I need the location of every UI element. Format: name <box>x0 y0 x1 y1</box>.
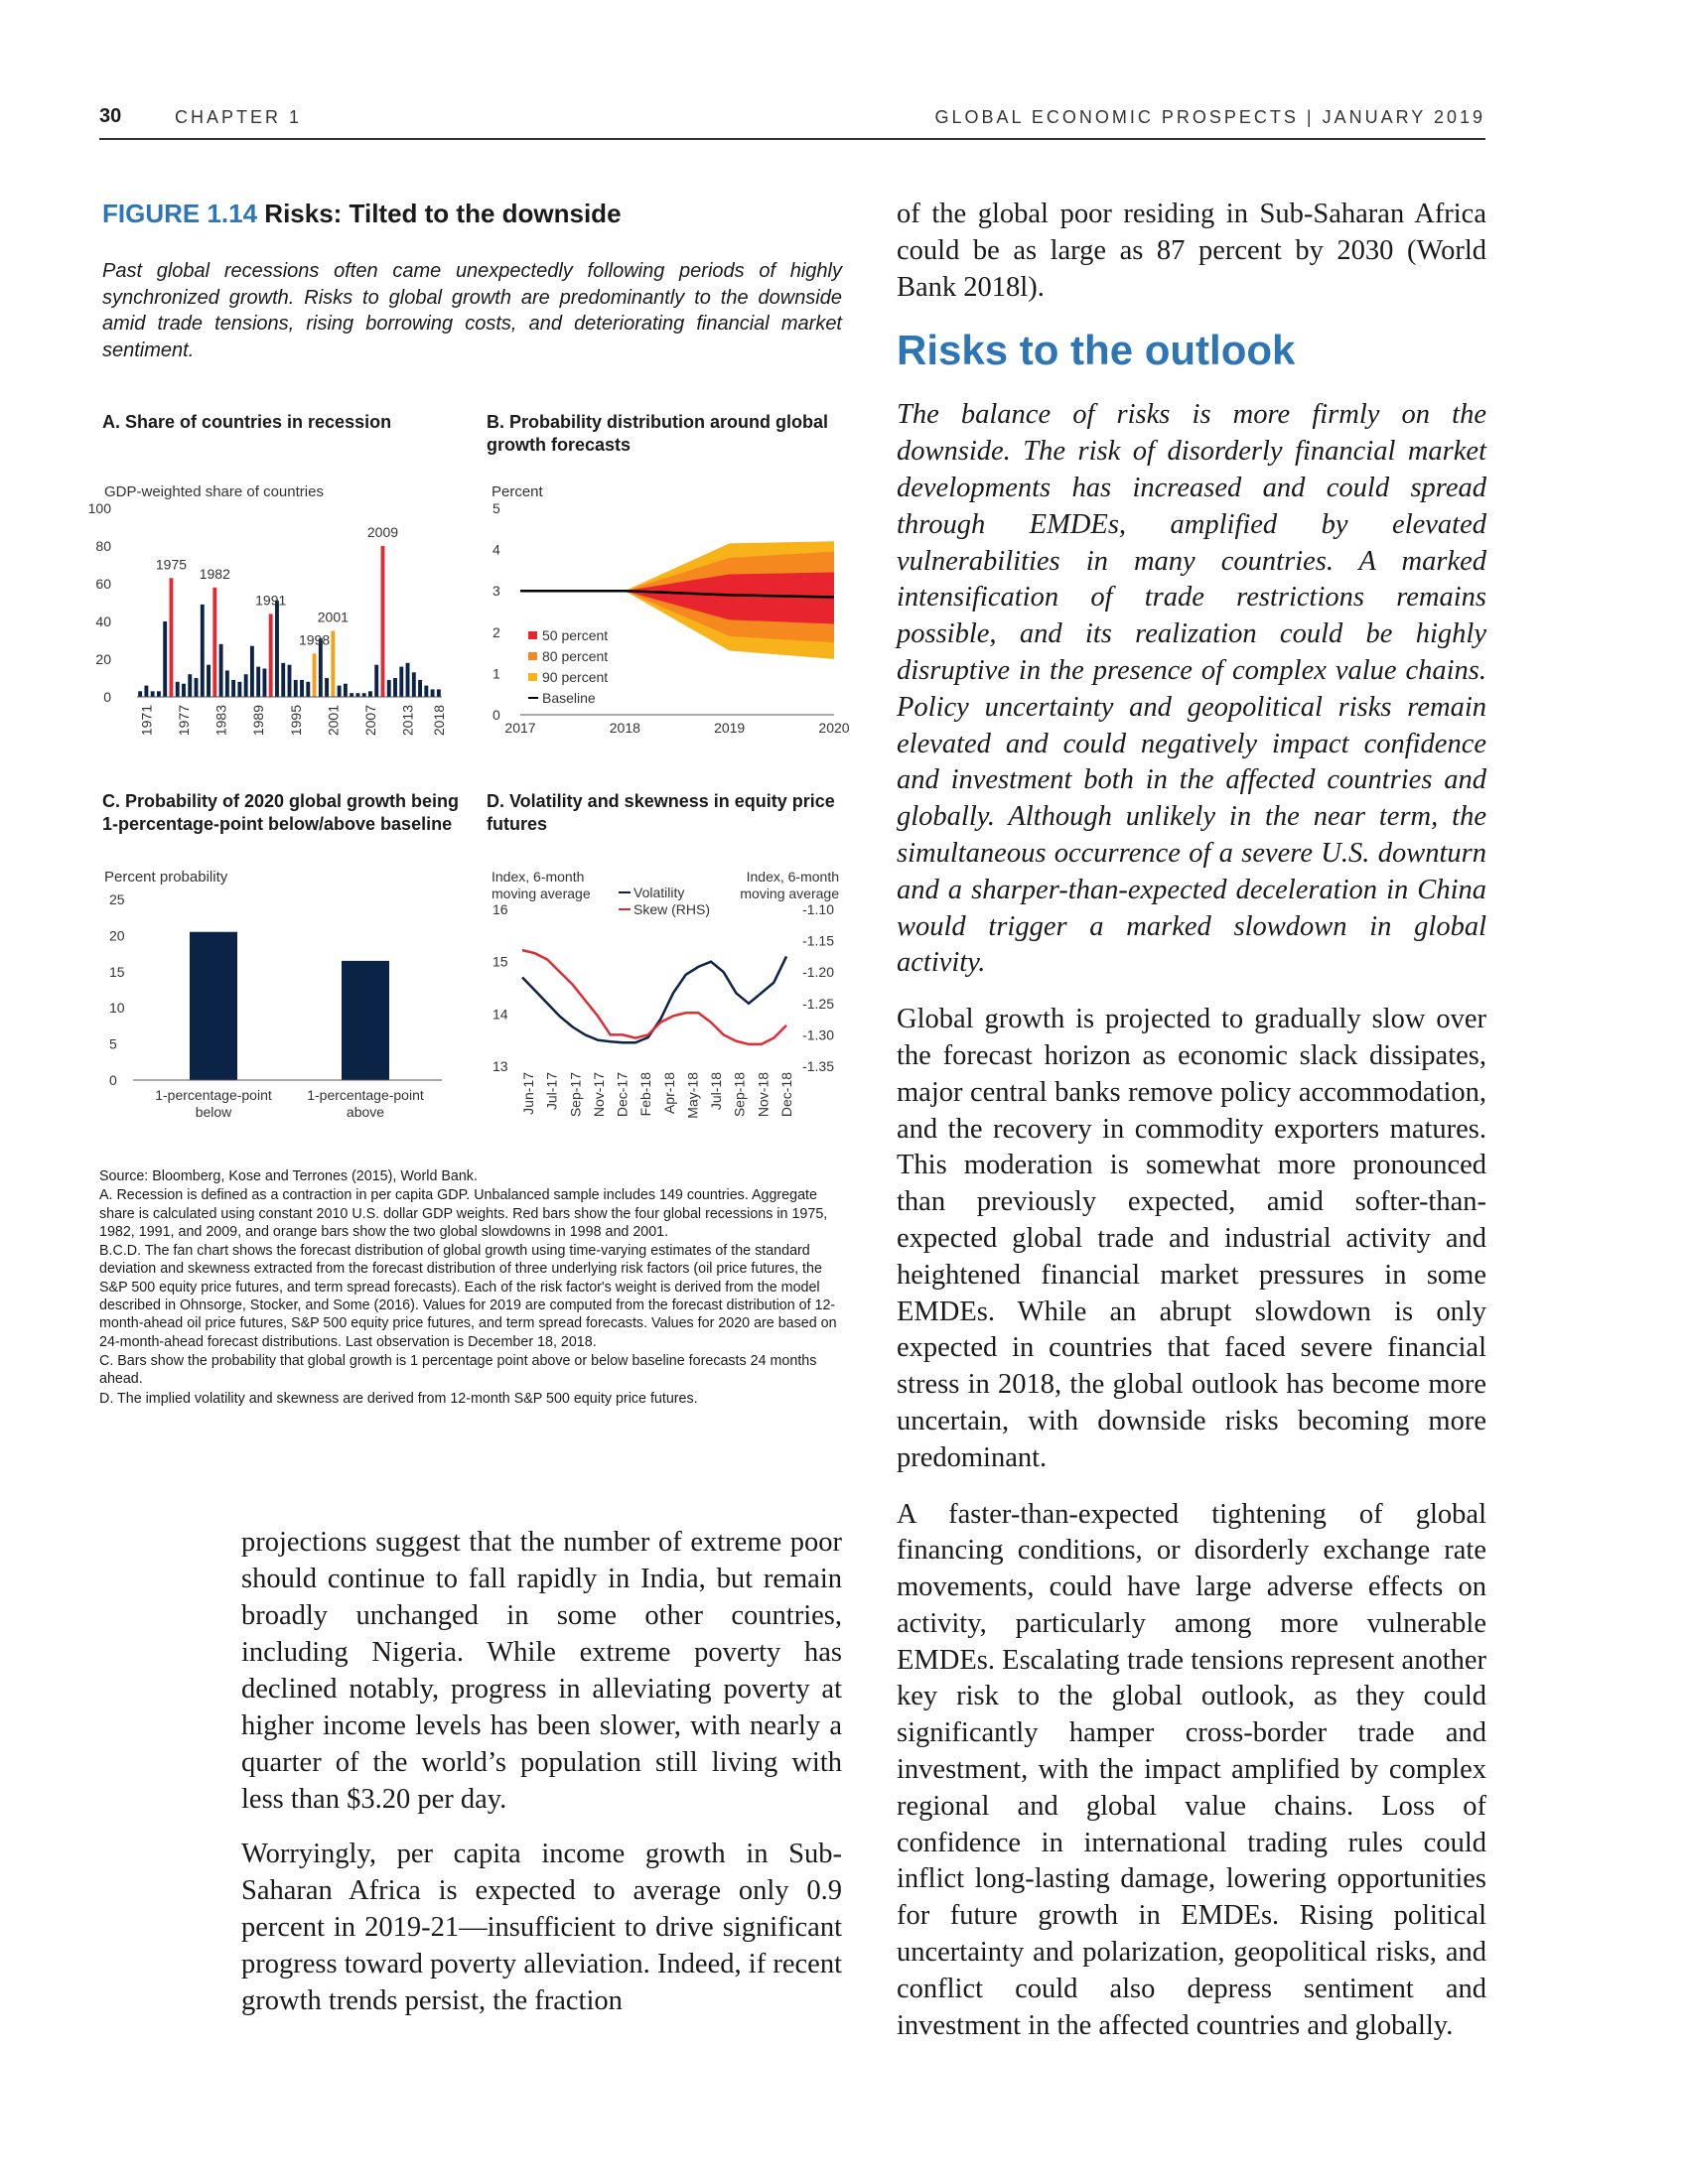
bar <box>237 682 241 697</box>
bar <box>294 680 298 697</box>
y-tick-label: 20 <box>109 927 125 944</box>
bar <box>201 605 205 697</box>
x-tick-label: below <box>195 1104 232 1120</box>
bar <box>431 689 435 697</box>
x-tick-label: 1989 <box>250 705 267 737</box>
y-tick-label-right: -1.10 <box>802 901 834 917</box>
panel-d-ylabel-right-1: Index, 6-month <box>746 869 839 885</box>
y-tick-label: 0 <box>103 689 111 705</box>
bar <box>151 691 155 697</box>
bar <box>138 691 142 697</box>
legend-label: 50 percent <box>542 627 609 643</box>
bar <box>190 932 237 1080</box>
bar <box>406 663 410 697</box>
bar <box>170 578 174 697</box>
panel-c-title: C. Probability of 2020 global growth being 1-percentage-point below/above baseline <box>102 791 460 834</box>
bar <box>288 665 292 697</box>
figure-title <box>102 199 622 229</box>
bar <box>219 644 223 697</box>
body-paragraph: Global growth is projected to gradually slow over the forecast horizon as economic slack dissipates, major central banks remove policy accommodation, and the recovery in commodity exporters matures. This moderation is somewhat more pronounced than previously expected, amid softer-than-expected global trade and industrial activity and heightened financial market pressures in some EMDEs. While an abrupt slowdown is only expected in countries that faced severe financial stress in 2018, the global outlook has become more uncertain, with downside risks becoming more predominant. <box>897 1004 1486 1473</box>
bar <box>188 674 192 697</box>
x-tick-label: 1971 <box>138 705 155 737</box>
y-tick-label: 5 <box>109 1035 117 1052</box>
bar <box>275 601 279 697</box>
x-tick-label: 2001 <box>325 705 342 737</box>
bar-annotation: 1975 <box>155 556 188 573</box>
legend-label: 80 percent <box>542 648 609 664</box>
x-tick-label: above <box>346 1104 385 1120</box>
body-paragraph: Worryingly, per capita income growth in Sub-Saharan Africa is expected to average only 0.9 percent in 2019-21—insufficient to drive significant progress toward poverty alleviation. Indeed, if recent growth trends persist, the fraction <box>241 1839 842 2016</box>
bar <box>256 667 260 697</box>
bar <box>325 678 329 697</box>
x-tick-label: Nov-17 <box>590 1072 607 1118</box>
bar <box>306 682 310 697</box>
x-tick-label: 2018 <box>609 720 640 736</box>
panel-a-chart <box>87 477 457 754</box>
y-tick-label-left: 13 <box>492 1058 508 1074</box>
bar <box>355 693 359 697</box>
y-tick-label: 20 <box>95 651 111 667</box>
y-tick-label-left: 15 <box>492 953 508 970</box>
bar <box>393 678 397 697</box>
x-tick-label: Sep-18 <box>731 1072 748 1118</box>
left-body-text <box>241 1524 842 2037</box>
y-tick-label: 3 <box>492 583 500 600</box>
legend-label: Volatility <box>633 885 685 900</box>
bar <box>387 680 391 697</box>
x-tick-label: 2018 <box>430 705 447 737</box>
header-rule <box>99 138 1485 140</box>
bar <box>176 682 180 697</box>
bar-annotation: 1998 <box>298 631 331 648</box>
x-tick-label: 2013 <box>399 705 416 737</box>
legend-label: Skew (RHS) <box>633 901 711 917</box>
section-heading: Risks to the outlook <box>897 327 1296 374</box>
skew-line <box>522 950 786 1044</box>
x-tick-label: 2017 <box>504 720 536 736</box>
y-tick-label: 0 <box>492 707 500 723</box>
panel-d-ylabel-right-2: moving average <box>740 886 839 901</box>
bar <box>338 686 342 697</box>
panel-d-ylabel-left-1: Index, 6-month <box>492 869 585 885</box>
legend-swatch <box>528 631 537 639</box>
bar <box>163 621 167 697</box>
x-tick-label: 1977 <box>175 705 192 737</box>
panel-c-chart <box>99 862 457 1140</box>
x-tick-label: Dec-18 <box>778 1072 794 1118</box>
x-tick-label: 1983 <box>212 705 229 737</box>
panel-b-ylabel: Percent <box>492 483 543 500</box>
y-tick-label-right: -1.30 <box>802 1026 834 1043</box>
x-tick-label: 2020 <box>818 720 850 736</box>
figure-notes <box>99 1167 844 1409</box>
note-d: D. The implied volatility and skewness are derived from 12-month S&P 500 equity price futures. <box>99 1390 698 1407</box>
figure-number: FIGURE 1.14 <box>102 199 258 228</box>
body-paragraph: of the global poor residing in Sub-Saharan Africa could be as large as 87 percent by 2030 (World Bank 2018l). <box>897 199 1486 303</box>
bar <box>207 665 211 697</box>
y-tick-label: 4 <box>492 541 500 558</box>
panel-a-title: A. Share of countries in recession <box>102 412 392 432</box>
x-tick-label: Dec-17 <box>614 1072 631 1118</box>
x-tick-label: Jul-17 <box>543 1072 560 1111</box>
legend-label: 90 percent <box>542 669 609 685</box>
bar <box>182 684 186 697</box>
bar <box>144 686 148 697</box>
bar <box>281 663 285 697</box>
bar <box>344 684 348 697</box>
note-c: C. Bars show the probability that global growth is 1 percentage point above or below baseline forecasts 24 months ahead. <box>99 1352 817 1388</box>
bar-annotation: 2009 <box>366 524 399 540</box>
bar <box>381 546 385 697</box>
y-tick-label: 1 <box>492 665 500 682</box>
bar <box>269 614 273 697</box>
body-paragraph: A faster-than-expected tightening of global financing conditions, or disorderly exchange rate movements, could have large adverse effects on activity, particularly among more vulnerable EMDEs. Escalating trade tensions represent another key risk to the global outlook, as they could significantly hamper cross-border trade and investment, with the impact amplified by complex regional and global value chains. Loss of confidence in international trading rules could inflict long-lasting damage, lowering opportunities for future growth in EMDEs. Rising political uncertainty and polarization, geopolitical risks, and conflict could also depress sentiment and investment in the affected countries and globally. <box>897 1498 1486 2041</box>
y-tick-label-left: 16 <box>492 901 508 917</box>
y-tick-label: 40 <box>95 614 111 629</box>
bar <box>157 691 161 697</box>
bar <box>399 667 403 697</box>
y-tick-label: 2 <box>492 623 500 640</box>
x-tick-label: Sep-17 <box>567 1072 584 1118</box>
x-tick-label: Apr-18 <box>660 1072 677 1115</box>
bar-annotation: 2001 <box>317 609 349 625</box>
bar <box>331 631 335 698</box>
bar <box>350 693 353 697</box>
bar <box>437 689 441 697</box>
bar <box>231 680 235 697</box>
panel-d-title: D. Volatility and skewness in equity price futures <box>487 791 835 834</box>
bar <box>342 961 389 1080</box>
bar <box>362 693 366 697</box>
note-a: A. Recession is defined as a contraction in per capita GDP. Unbalanced sample includes 149 countries. Aggregate share is calculated using constant 2010 U.S. dollar GDP weights. Red bars show the four global recessions in 1975, 1982, 1991, and 2009, and orange bars show the two global slowdowns in 1998 and 2001. <box>99 1187 828 1240</box>
note-bcd: B.C.D. The fan chart shows the forecast distribution of global growth using time-varying estimates of the standard deviation and skewness extracted from the forecast distribution of three underlying risk factors (oil price futures, the S&P 500 equity price futures, and term spread forecasts). Each of the risk factor's weight is derived from the model described in Ohnsorge, Stocker, and Some (2016). Values for 2019 are computed from the forecast distribution of 12-month-ahead oil price futures, S&P 500 equity price futures, and term spread forecasts. Values for 2020 are based on 24-month-ahead forecast distributions. Last observation is December 18, 2018. <box>99 1243 837 1350</box>
legend-swatch <box>528 673 537 681</box>
y-tick-label: 5 <box>492 500 500 516</box>
x-tick-label: 1-percentage-point <box>155 1087 272 1103</box>
y-tick-label-right: -1.15 <box>802 932 834 949</box>
publication-title: GLOBAL ECONOMIC PROSPECTS | JANUARY 2019 <box>934 107 1485 127</box>
bar <box>250 646 254 697</box>
y-tick-label-right: -1.35 <box>802 1058 834 1074</box>
y-tick-label-right: -1.25 <box>802 995 834 1012</box>
y-tick-label: 25 <box>109 891 125 907</box>
panel-b-chart <box>487 477 850 754</box>
bar <box>368 691 372 697</box>
y-tick-label: 80 <box>95 538 111 554</box>
bar <box>424 686 428 697</box>
y-tick-label-left: 14 <box>492 1006 508 1023</box>
bar-annotation: 1991 <box>255 592 287 609</box>
y-tick-label: 0 <box>109 1072 117 1088</box>
bar <box>412 672 416 697</box>
x-tick-label: Jul-18 <box>708 1072 725 1111</box>
bar <box>244 674 248 697</box>
right-column <box>897 197 1486 2064</box>
y-tick-label: 10 <box>109 1000 125 1017</box>
x-tick-label: 2019 <box>714 720 746 736</box>
y-tick-label-right: -1.20 <box>802 964 834 981</box>
panel-d-ylabel-left-2: moving average <box>492 886 591 901</box>
x-tick-label: May-18 <box>684 1072 701 1119</box>
bar <box>262 669 266 698</box>
legend-label: Baseline <box>542 690 596 706</box>
x-tick-label: 1-percentage-point <box>307 1087 424 1103</box>
bar <box>313 653 317 697</box>
bar-annotation: 1982 <box>199 565 230 582</box>
body-paragraph: projections suggest that the number of extreme poor should continue to fall rapidly in India, but remain broadly unchanged in some other countries, including Nigeria. While extreme poverty has declined notably, progress in alleviating poverty at higher income levels has been slower, with nearly a quarter of the world’s population still living with less than $3.20 per day. <box>241 1527 842 1815</box>
panel-b-title: B. Probability distribution around global growth forecasts <box>487 412 828 455</box>
x-tick-label: Feb-18 <box>637 1072 654 1117</box>
x-tick-label: Nov-18 <box>755 1072 772 1118</box>
bar <box>195 678 199 697</box>
bar <box>212 588 216 697</box>
note-source: Source: Bloomberg, Kose and Terrones (2015), World Bank. <box>99 1168 478 1184</box>
bar <box>300 680 304 697</box>
panel-c-ylabel: Percent probability <box>104 869 228 886</box>
bar <box>374 665 378 697</box>
panel-a-ylabel: GDP-weighted share of countries <box>104 483 324 500</box>
figure-subtitle: Past global recessions often came unexpectedly following periods of highly synchronized growth. Risks to global growth are predominantly to the downside amid trade tensions, rising borrowing costs, and deteriorating financial market sentiment. <box>102 260 842 361</box>
x-tick-label: Jun-17 <box>520 1072 536 1115</box>
bar <box>225 670 229 697</box>
legend-swatch <box>528 652 537 660</box>
chapter-label: CHAPTER 1 <box>175 107 303 127</box>
bar <box>418 680 422 697</box>
lead-paragraph: The balance of risks is more firmly on the downside. The risk of disorderly financial market developments has increased and could spread through EMDEs, amplified by elevated vulnerabilities in many countries. A marked intensification of trade restrictions remains possible, and its realization could be highly disruptive in the presence of complex value chains. Policy uncertainty and geopolitical risks remain elevated and could negatively impact confidence and investment both in the affected countries and globally. Although unlikely in the near term, the simultaneous occurrence of a severe U.S. downturn and a sharper-than-expected deceleration in China would trigger a marked slowdown in global activity. <box>897 399 1486 979</box>
y-tick-label: 60 <box>95 576 111 592</box>
page-number: 30 <box>99 105 122 127</box>
y-tick-label: 15 <box>109 963 125 980</box>
x-tick-label: 2007 <box>361 705 378 737</box>
panel-d-chart <box>487 862 844 1140</box>
y-tick-label: 100 <box>87 500 111 516</box>
x-tick-label: 1995 <box>287 705 304 737</box>
figure-title-text: Risks: Tilted to the downside <box>264 199 622 228</box>
